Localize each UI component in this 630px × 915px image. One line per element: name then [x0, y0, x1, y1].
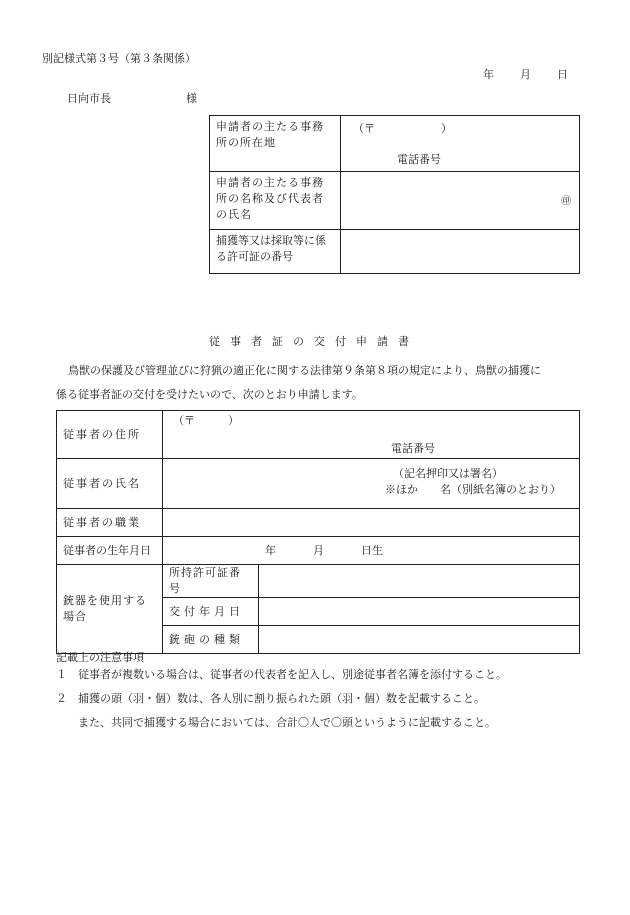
body-line-1: 鳥獣の保護及び管理並びに狩猟の適正化に関する法律第９条第８項の規定により、鳥獣の捕獲に	[68, 364, 541, 377]
applicant-permit-field[interactable]	[341, 230, 580, 274]
date-year: 年	[483, 68, 494, 81]
applicant-phone-label: 電話番号	[397, 153, 441, 166]
applicant-address-label: 申請者の主たる事務所の所在地	[210, 116, 341, 172]
worker-phone-label: 電話番号	[391, 442, 435, 455]
date-day: 日	[557, 68, 568, 81]
worker-name-note-2: ※ほか 名（別紙名簿のとおり）	[385, 483, 561, 496]
worker-postal-mark: （〒 ）	[173, 414, 239, 427]
worker-birthdate-field[interactable]	[163, 537, 580, 565]
note-item-3: また、共同で捕獲する場合においては、合計〇人で〇頭というように記載すること。	[56, 716, 496, 729]
worker-name-note-1: （記名押印又は署名）	[393, 467, 503, 480]
gun-usage-label: 銃器を使用する場合	[57, 565, 163, 654]
gun-permit-label: 所持許可証番号	[163, 565, 259, 598]
gun-issue-date-label: 交付年月日	[163, 598, 259, 626]
notes-heading: 記載上の注意事項	[56, 651, 144, 664]
birth-year: 年	[265, 544, 276, 557]
applicant-permit-label: 捕獲等又は採取等に係る許可証の番号	[210, 230, 341, 274]
birth-day: 日生	[361, 544, 383, 557]
applicant-postal-mark: （〒 ）	[353, 122, 452, 135]
note-item-2: ２ 捕獲の頭（羽・個）数は、各人別に割り振られた頭（羽・個）数を記載すること。	[56, 692, 485, 705]
worker-occupation-label: 従事者の職業	[57, 509, 163, 537]
gun-permit-field[interactable]	[259, 565, 580, 598]
applicant-name-field[interactable]	[341, 172, 580, 230]
worker-table	[56, 410, 580, 654]
birth-month: 月	[313, 544, 324, 557]
gun-issue-date-field[interactable]	[259, 598, 580, 626]
honorific: 様	[186, 92, 197, 105]
note-item-1: １ 従事者が複数いる場合は、従事者の代表者を記入し、別途従事者名簿を添付すること。	[56, 668, 507, 681]
document-title: 従事者証の交付申請書	[209, 335, 419, 348]
gun-type-field[interactable]	[259, 626, 580, 654]
worker-name-field[interactable]	[163, 459, 580, 509]
worker-address-label: 従事者の住所	[57, 411, 163, 459]
date-month: 月	[520, 68, 531, 81]
seal-mark: ㊞	[561, 196, 571, 207]
form-number: 別記様式第３号（第３条関係）	[42, 52, 196, 65]
applicant-address-field[interactable]	[341, 116, 580, 172]
body-line-2: 係る従事者証の交付を受けたいので、次のとおり申請します。	[56, 388, 363, 401]
worker-birthdate-label: 従事者の生年月日	[57, 537, 163, 565]
applicant-table	[209, 115, 580, 274]
worker-occupation-field[interactable]	[163, 509, 580, 537]
worker-name-label: 従事者の氏名	[57, 459, 163, 509]
addressee: 日向市長	[67, 92, 111, 105]
gun-type-label: 銃砲の種類	[163, 626, 259, 654]
worker-address-field[interactable]	[163, 411, 580, 459]
applicant-name-label: 申請者の主たる事務所の名称及び代表者の氏名	[210, 172, 341, 230]
